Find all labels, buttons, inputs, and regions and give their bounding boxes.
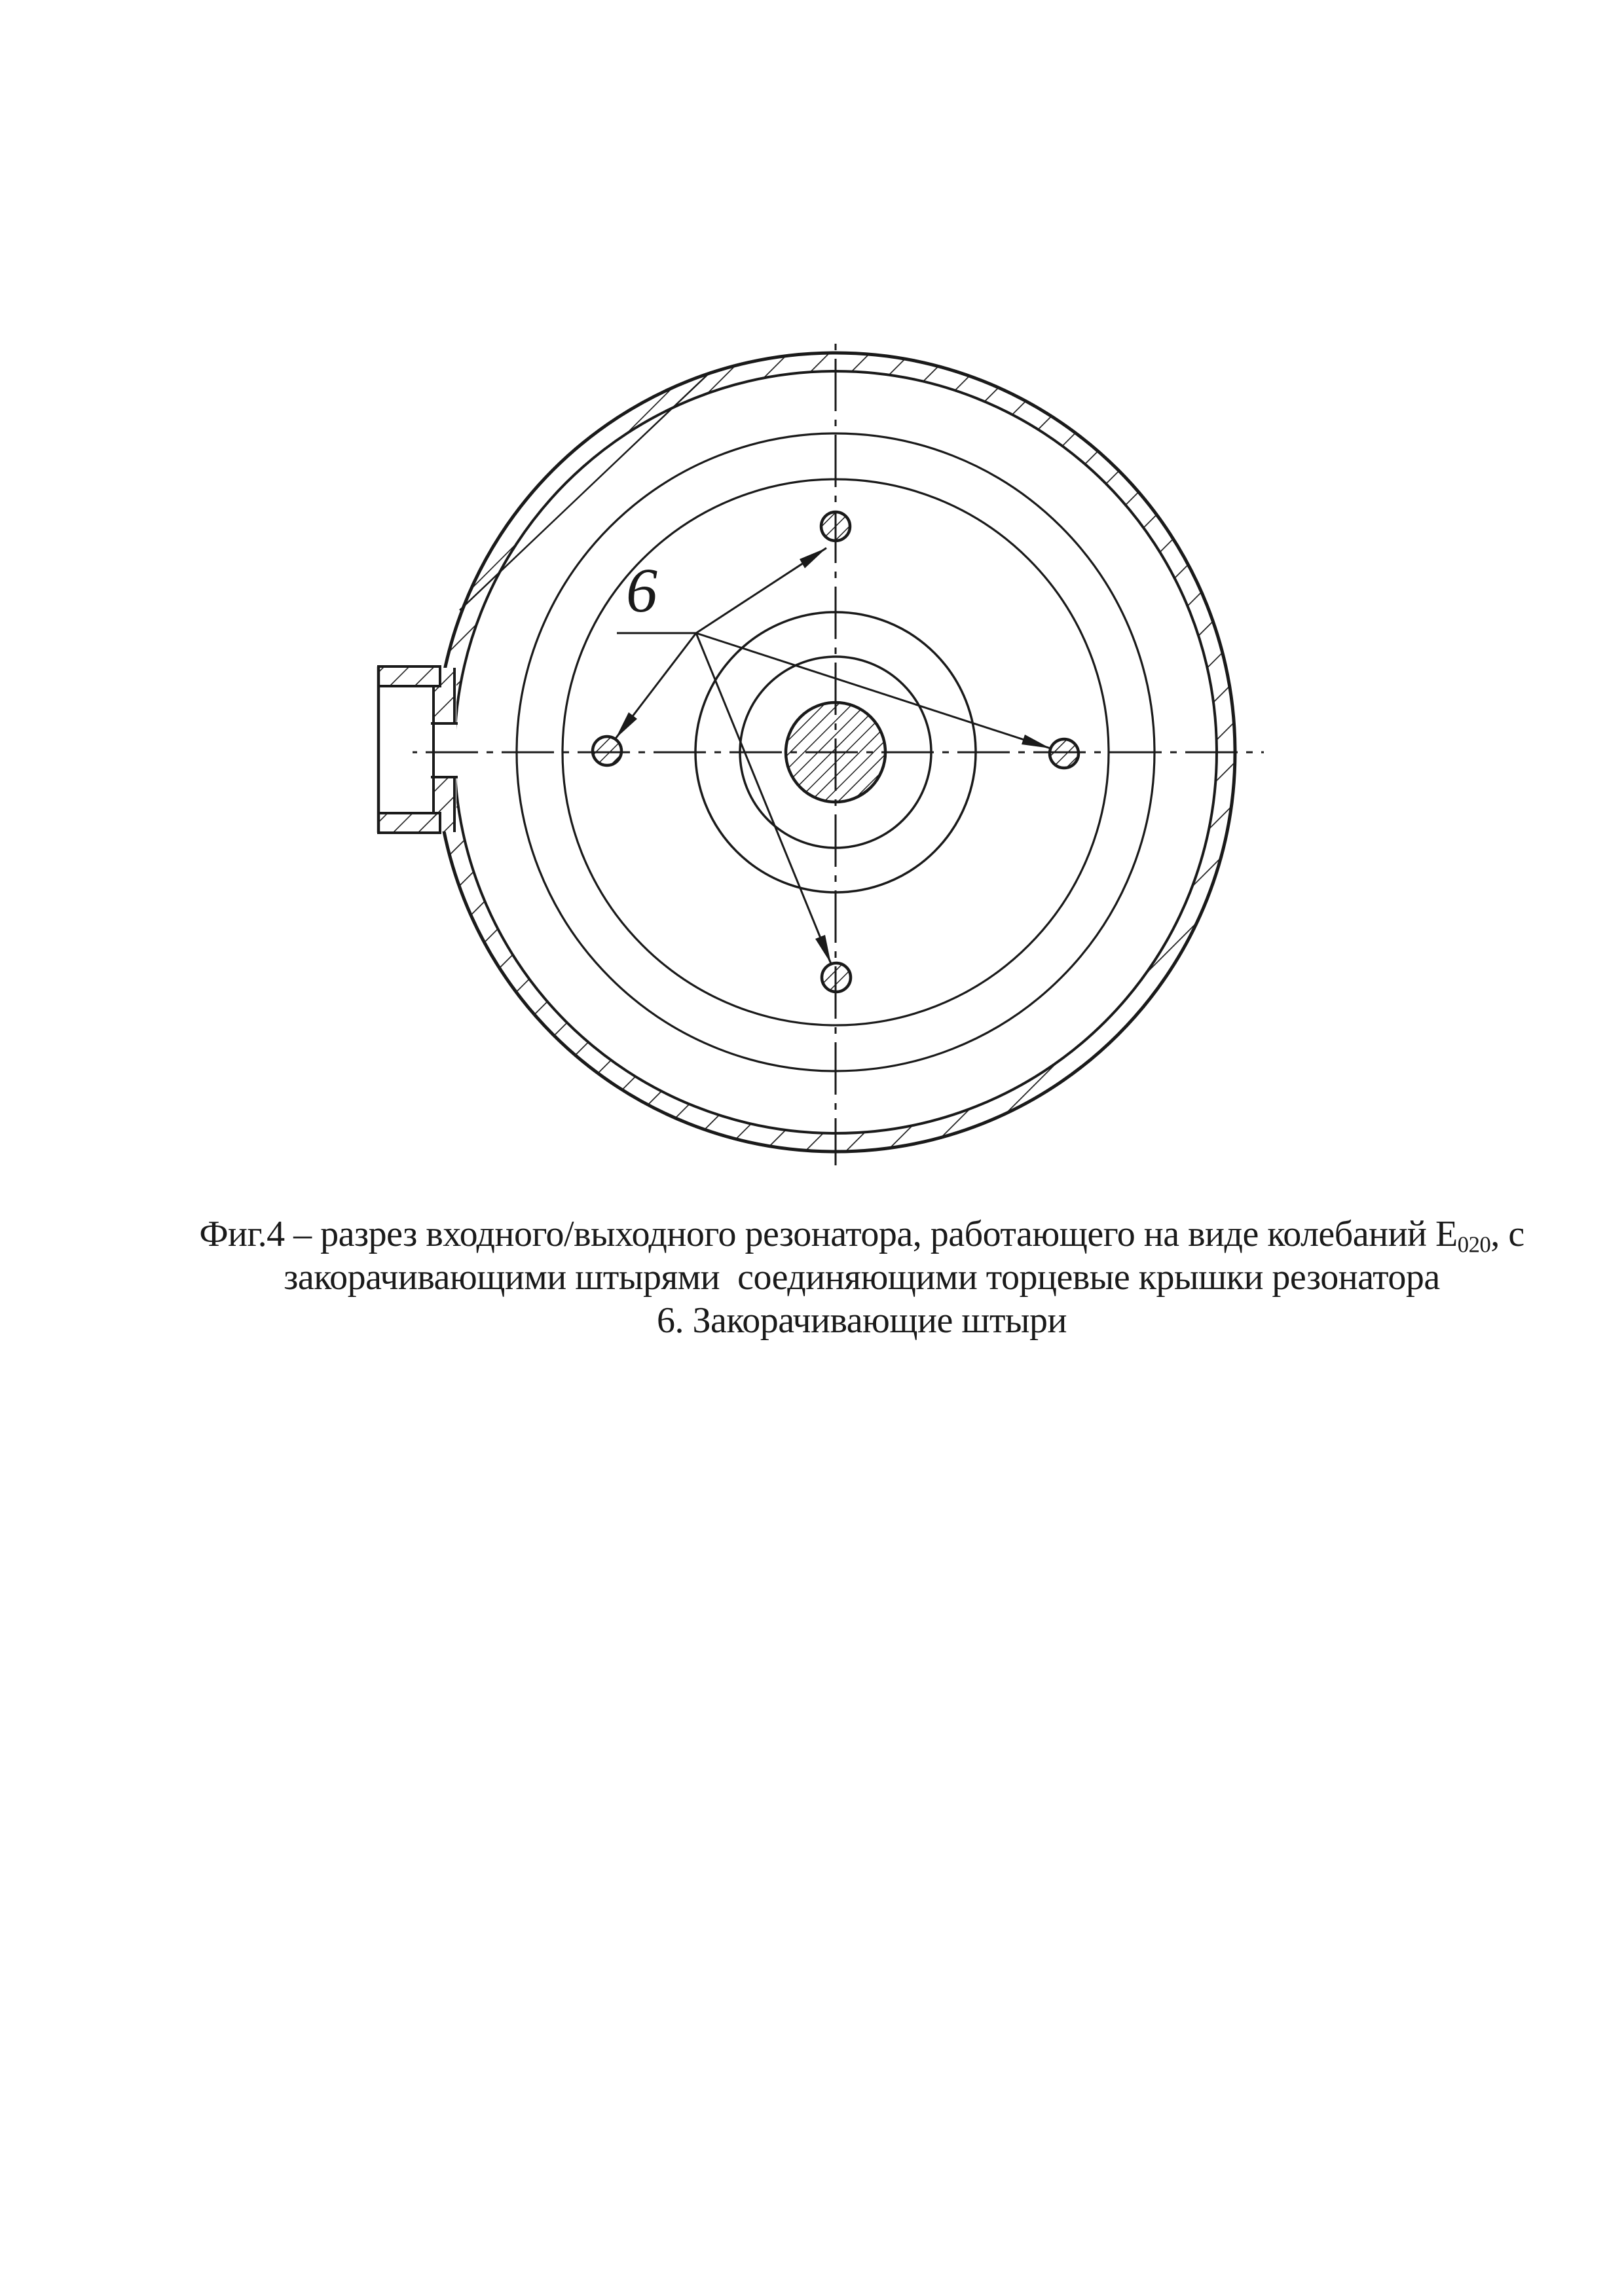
flange-bottom-bar	[378, 813, 440, 833]
arrowhead-left-pin	[616, 712, 637, 738]
mode-subscript: 020	[1457, 1231, 1491, 1258]
arrowhead-right-pin	[1022, 735, 1050, 748]
waveguide-flange	[377, 666, 458, 833]
figure-caption	[141, 1212, 1582, 1342]
shorting-pin-left	[593, 737, 621, 765]
caption-text-after-mode: , с	[1490, 1214, 1524, 1254]
part-number-label: 6	[626, 555, 657, 625]
figure-caption-line-1	[141, 1212, 1582, 1256]
arrowhead-top-pin	[800, 548, 826, 568]
shorting-pin-right	[1050, 739, 1079, 768]
caption-text-before-mode: Фиг.4 – разрез входного/выходного резонатора, работающего на виде колебаний Е	[199, 1214, 1458, 1254]
figure-caption-line-3: 6. Закорачивающие штыри	[656, 1300, 1067, 1341]
leader-to-bottom-pin	[696, 633, 831, 964]
flange-top-bar	[378, 666, 440, 686]
figure-caption-line-2: закорачивающими штырями соединяющими торцевые крышки резонатора	[284, 1257, 1440, 1298]
arrowhead-bottom-pin	[815, 935, 831, 964]
hatch-stray-stroke	[460, 372, 710, 610]
